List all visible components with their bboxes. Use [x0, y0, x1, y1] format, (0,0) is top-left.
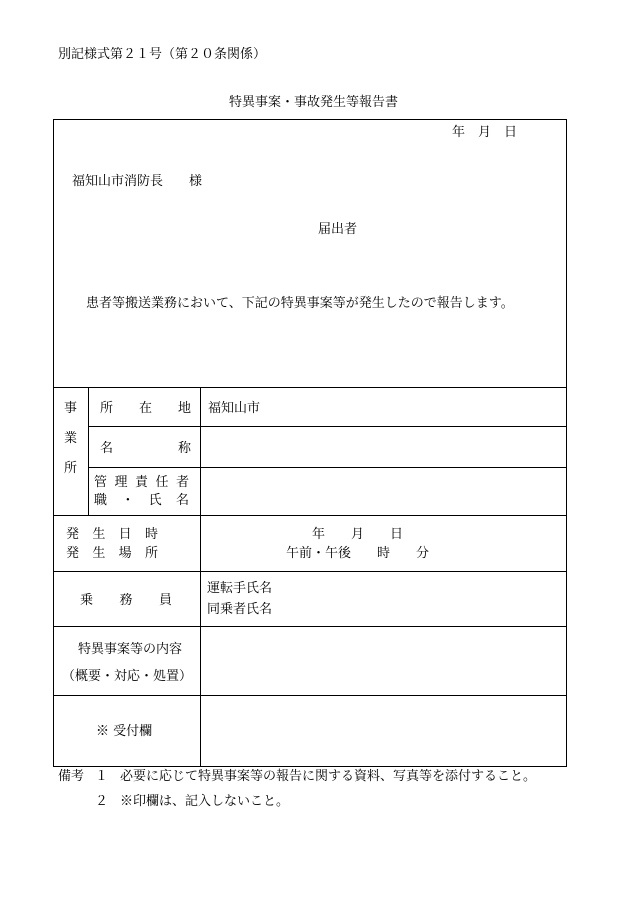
driver-label: 運転手氏名 — [207, 581, 273, 596]
page-title: 特異事案・事故発生等報告書 — [229, 95, 399, 110]
establishment-group-char-3: 所 — [64, 461, 78, 476]
manager-value-field[interactable] — [201, 468, 565, 514]
details-label-line2: （概要・対応・処置） — [62, 669, 193, 684]
location-label: 所 在 地 — [100, 401, 191, 416]
note-2-text: ※印欄は、記入しないこと。 — [120, 794, 290, 809]
form-number: 別記様式第２１号（第２０条関係） — [58, 47, 267, 62]
name-value-field[interactable] — [201, 427, 565, 466]
manager-label-line2: 職 ・ 氏 名 — [94, 493, 189, 508]
establishment-group-char-2: 業 — [64, 431, 78, 446]
manager-label-line1: 管 理 責 任 者 — [94, 475, 189, 490]
occurrence-place-label: 発 生 場 所 — [66, 546, 158, 561]
passenger-label: 同乗者氏名 — [207, 602, 273, 617]
occurrence-date-format: 年 月 日 — [312, 527, 404, 542]
notes-heading: 備考 — [58, 769, 85, 784]
note-1-num: １ — [95, 769, 109, 784]
details-value-field[interactable] — [201, 627, 565, 694]
addressee: 福知山市消防長 様 — [72, 174, 203, 189]
reception-label: ※ 受付欄 — [96, 724, 153, 739]
name-label: 名 称 — [100, 441, 191, 456]
reception-value-field — [201, 696, 565, 765]
statement: 患者等搬送業務において、下記の特異事案等が発生したので報告します。 — [86, 296, 514, 311]
location-value: 福知山市 — [208, 401, 261, 416]
establishment-group-char-1: 事 — [64, 401, 78, 416]
occurrence-time-format: 午前・午後 時 分 — [286, 546, 430, 561]
details-label-line1: 特異事案等の内容 — [78, 642, 183, 657]
date-line: 年 月 日 — [452, 125, 518, 140]
submitter-label: 届出者 — [318, 222, 358, 237]
occurrence-datetime-label: 発 生 日 時 — [66, 527, 158, 542]
note-2-num: ２ — [95, 794, 109, 809]
note-1-text: 必要に応じて特異事案等の報告に関する資料、写真等を添付すること。 — [120, 769, 537, 784]
crew-label: 乗 務 員 — [80, 593, 172, 608]
